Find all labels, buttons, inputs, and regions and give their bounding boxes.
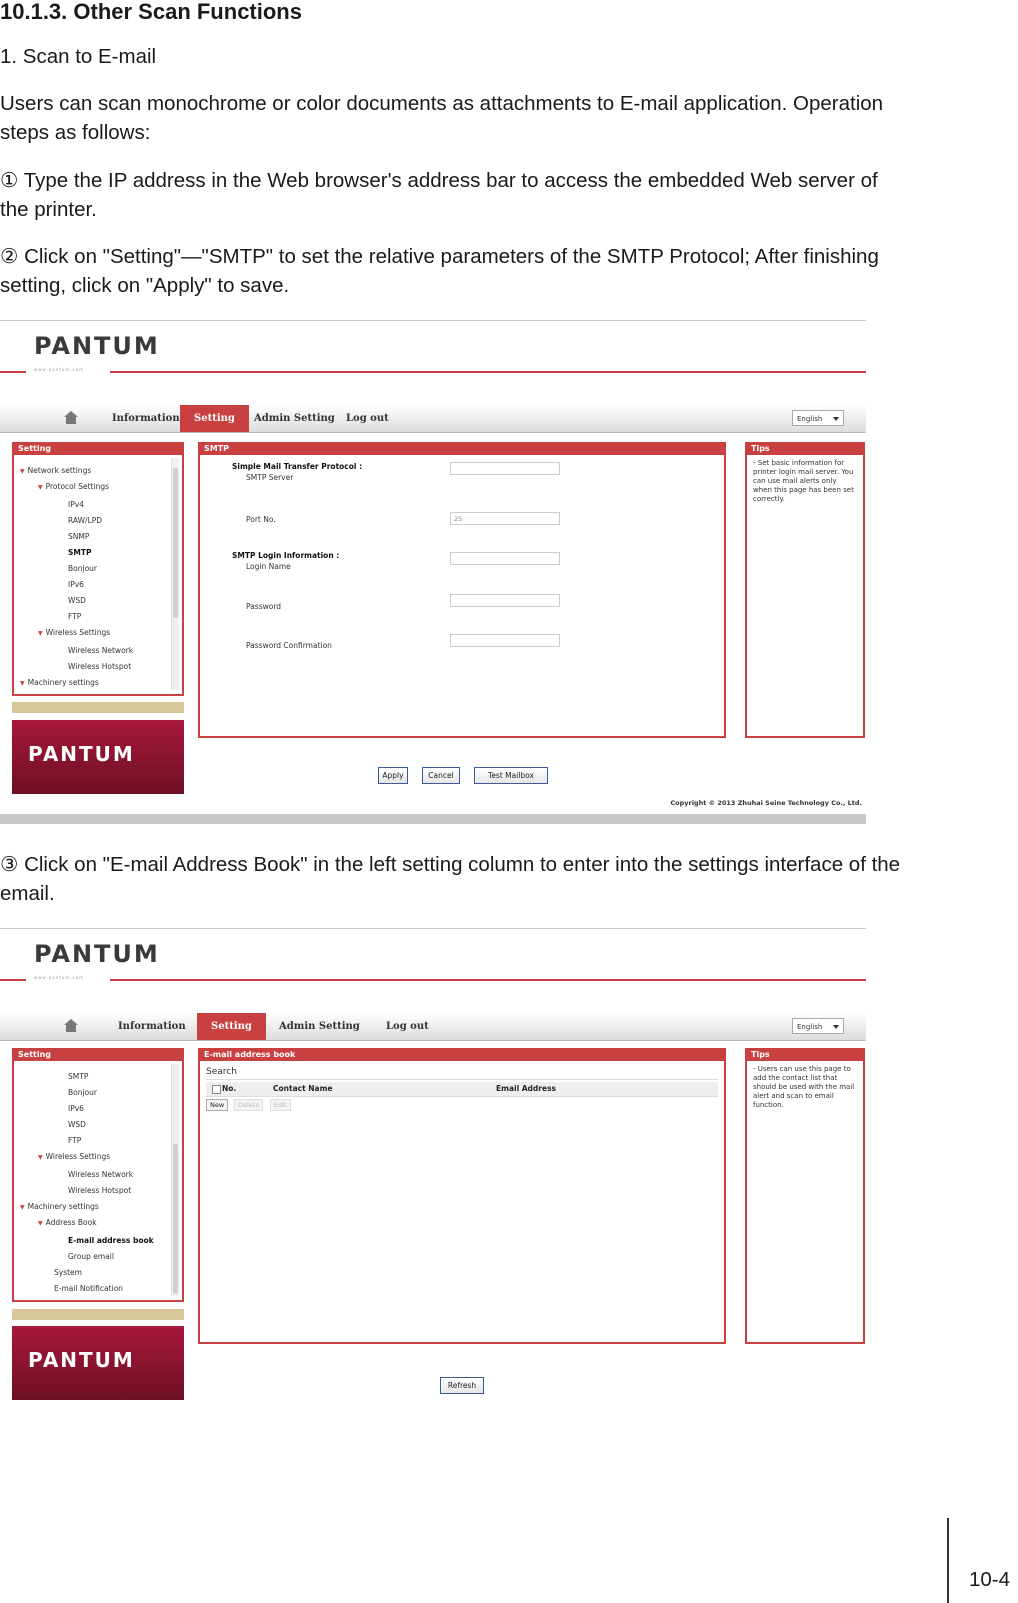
tree-wireless-network[interactable]: Wireless Network [68,1170,134,1179]
tree-smtp[interactable]: SMTP [68,1072,89,1081]
address-book-title: E-mail address book [198,1048,726,1061]
page-number-rule [947,1518,949,1603]
step-1: ① Type the IP address in the Web browser's address bar to access the embedded Web server of the printer. [0,169,878,221]
nav-admin-setting[interactable]: Admin Setting [254,413,335,424]
tree-email-notification[interactable]: E-mail Notification [54,1284,123,1293]
edit-button[interactable]: Edit [270,1099,291,1111]
cancel-button[interactable]: Cancel [422,767,460,784]
tree-bonjour[interactable]: Bonjour [68,1088,97,1097]
smtp-panel [198,442,726,738]
tree-address-book[interactable]: ▼ Address Book [38,1218,97,1227]
settings-tree-panel [12,1048,184,1302]
col-no: No. [222,1084,237,1093]
settings-tree-title: Setting [12,442,184,455]
address-book-panel [198,1048,726,1344]
tree-system[interactable]: System [54,1268,82,1277]
tree-protocol-settings[interactable]: ▼ Protocol Settings [38,482,109,491]
language-select[interactable]: English [792,1018,844,1034]
screenshot-address-book [0,928,866,1403]
tree-wireless-network[interactable]: Wireless Network [68,646,134,655]
tree-wsd[interactable]: WSD [68,596,86,605]
nav-bar [0,1013,866,1041]
nav-information[interactable]: Information [112,413,180,424]
port-input[interactable]: 25 [450,512,560,525]
tree-ftp[interactable]: FTP [68,612,82,621]
login-name-input[interactable] [450,552,560,565]
language-select[interactable]: English [792,410,844,426]
nav-admin-setting[interactable]: Admin Setting [279,1021,360,1032]
smtp-server-input[interactable] [450,462,560,475]
password-confirm-input[interactable] [450,634,560,647]
settings-tree-title: Setting [12,1048,184,1061]
pantum-brand-banner: PANTUM [12,1326,184,1400]
refresh-button[interactable]: Refresh [440,1377,484,1394]
smtp-section-label: Simple Mail Transfer Protocol : [232,462,363,471]
tree-network-settings[interactable]: ▼ Network settings [20,466,92,475]
settings-tree-panel [12,442,184,696]
tips-text: - Set basic information for printer login mail server. You can use mail alerts only when this page has been set correctly. [753,459,854,503]
screenshot-smtp [0,320,866,826]
test-mailbox-button[interactable]: Test Mailbox [474,767,548,784]
apply-button[interactable]: Apply [378,767,408,784]
new-button[interactable]: New [206,1099,228,1111]
tips-panel [745,1048,865,1344]
tree-wireless-settings[interactable]: ▼ Wireless Settings [38,628,111,637]
tips-title: Tips [745,442,865,455]
nav-setting[interactable]: Setting [180,405,249,432]
tree-ftp[interactable]: FTP [68,1136,82,1145]
col-contact-name: Contact Name [273,1084,333,1093]
chevron-down-icon [833,1025,839,1029]
intro-paragraph: Users can scan monochrome or color documents as attachments to E-mail application. Operation steps as follows: [0,92,884,144]
tree-ipv6[interactable]: IPv6 [68,1104,84,1113]
home-icon[interactable] [64,1019,78,1032]
tips-panel [745,442,865,738]
pantum-logo: PANTUM [34,332,160,360]
home-icon[interactable] [64,411,78,424]
section-heading: 10.1.3. Other Scan Functions [0,0,302,24]
col-email-address: Email Address [496,1084,557,1093]
nav-information[interactable]: Information [118,1021,186,1032]
tree-smtp[interactable]: SMTP [68,548,92,557]
tree-email-address-book[interactable]: E-mail address book [68,1236,154,1245]
tree-ipv4[interactable]: IPv4 [68,500,84,509]
chevron-down-icon [833,417,839,421]
tree-machinery-settings[interactable]: ▼ Machinery settings [20,1202,99,1211]
tree-wireless-settings[interactable]: ▼ Wireless Settings [38,1152,111,1161]
tree-scrollbar[interactable] [171,1064,179,1296]
sub-heading: 1. Scan to E-mail [0,45,157,68]
pantum-logo: PANTUM [34,940,160,968]
nav-bar [0,405,866,433]
nav-setting[interactable]: Setting [197,1013,266,1040]
smtp-panel-title: SMTP [198,442,726,455]
password-input[interactable] [450,594,560,607]
pantum-brand-banner: PANTUM [12,720,184,794]
password-confirm-label: Password Confirmation [246,641,332,650]
tree-wireless-hotspot[interactable]: Wireless Hotspot [68,662,132,671]
tree-bonjour[interactable]: Bonjour [68,564,97,573]
pantum-logo-url: www.pantum.com [34,367,85,372]
tree-scrollbar[interactable] [171,458,179,690]
copyright-text: Copyright © 2013 Zhuhai Seine Technology Co., Ltd. [670,799,862,807]
nav-log-out[interactable]: Log out [346,413,389,424]
login-name-label: Login Name [246,562,291,571]
tree-snmp[interactable]: SNMP [68,532,90,541]
login-section-label: SMTP Login Information : [232,551,340,560]
tree-ipv6[interactable]: IPv6 [68,580,84,589]
password-label: Password [246,602,282,611]
delete-button[interactable]: Delete [234,1099,263,1111]
table-header [206,1082,718,1097]
step-2: ② Click on "Setting"—"SMTP" to set the relative parameters of the SMTP Protocol; After finishing setting, click on "Apply" to save. [0,245,879,297]
smtp-server-label: SMTP Server [246,473,294,482]
tree-machinery-settings[interactable]: ▼ Machinery settings [20,678,99,687]
nav-log-out[interactable]: Log out [386,1021,429,1032]
port-label: Port No. [246,515,276,524]
tree-group-email[interactable]: Group email [68,1252,114,1261]
select-all-checkbox[interactable] [212,1085,221,1094]
tree-wsd[interactable]: WSD [68,1120,86,1129]
tree-raw-lpd[interactable]: RAW/LPD [68,516,103,525]
pantum-logo-url: www.pantum.com [34,975,85,980]
step-3: ③ Click on "E-mail Address Book" in the left setting column to enter into the settings interface of the email. [0,853,901,905]
tree-wireless-hotspot[interactable]: Wireless Hotspot [68,1186,132,1195]
tips-title: Tips [745,1048,865,1061]
search-label: Search [206,1067,237,1077]
page-number: 10-4 [969,1568,1011,1591]
tips-text: - Users can use this page to add the contact list that should be used with the mail alert and scan to email function. [753,1065,855,1109]
